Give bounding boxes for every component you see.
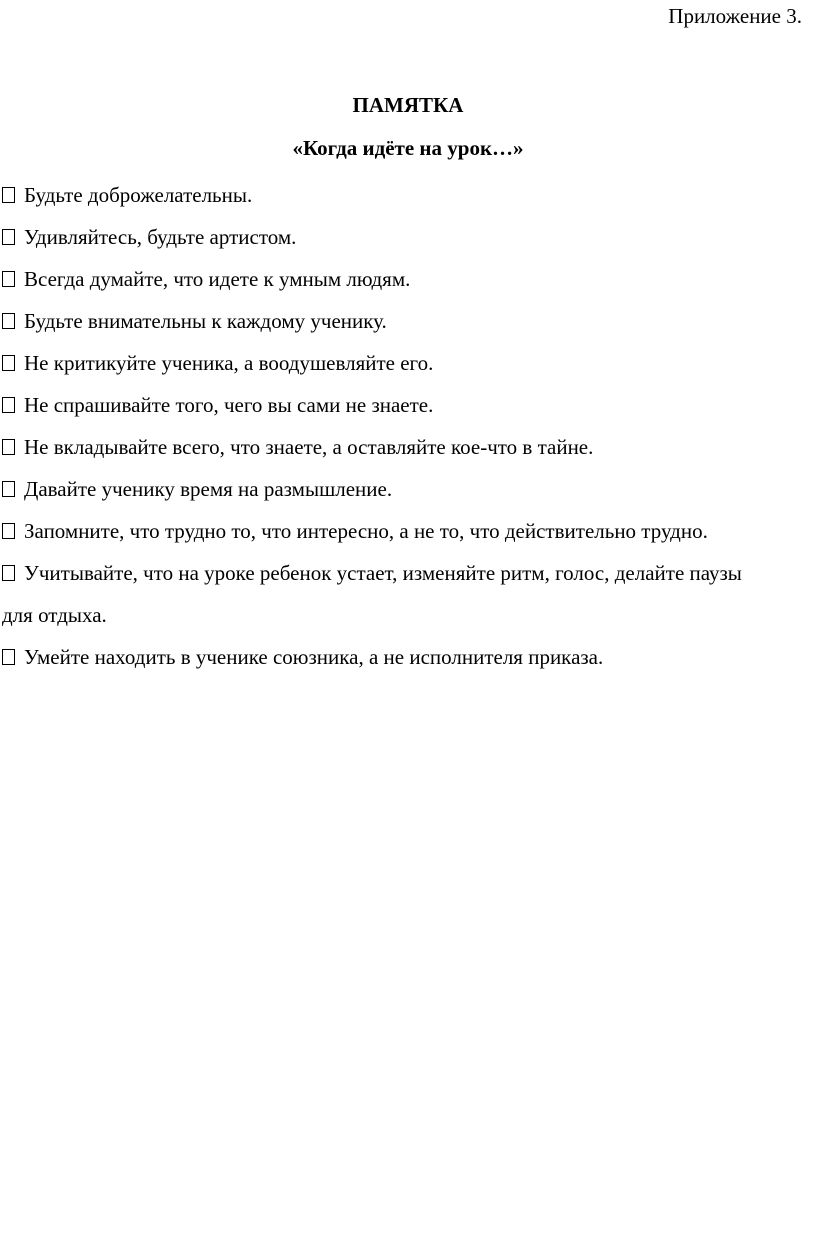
list-item: [2, 258, 742, 300]
list-item: [2, 384, 742, 426]
memo-subtitle: «Когда идёте на урок…»: [292, 136, 524, 160]
list-item: [2, 174, 742, 216]
list-item-text: Будьте доброжелательны.: [24, 183, 253, 207]
checkbox-icon: [2, 187, 15, 203]
checkbox-icon: [2, 523, 15, 539]
memo-title: ПАМЯТКА: [352, 93, 464, 117]
checkbox-icon: [2, 271, 15, 287]
list-item-text: Всегда думайте, что идете к умным людям.: [24, 267, 411, 291]
list-item-text: Запомните, что трудно то, что интересно, а не то, что действительно трудно.: [24, 519, 708, 543]
checkbox-icon: [2, 229, 15, 245]
list-item: [2, 342, 742, 384]
list-item-text: Не критикуйте ученика, а воодушевляйте его.: [24, 351, 434, 375]
list-item-text: Не вкладывайте всего, что знаете, а оставляйте кое-что в тайне.: [24, 435, 594, 459]
list-item: [2, 300, 742, 342]
list-item-text: Не спрашивайте того, чего вы сами не знаете.: [24, 393, 434, 417]
checkbox-icon: [2, 649, 15, 665]
checkbox-icon: [2, 355, 15, 371]
list-item-text: Учитывайте, что на уроке ребенок устает, изменяйте ритм, голос, делайте паузы для отдыха.: [2, 561, 742, 627]
checkbox-icon: [2, 313, 15, 329]
checkbox-icon: [2, 481, 15, 497]
list-item-text: Удивляйтесь, будьте артистом.: [24, 225, 297, 249]
list-item: [2, 468, 742, 510]
checkbox-icon: [2, 439, 15, 455]
checkbox-icon: [2, 565, 15, 581]
list-item: [2, 636, 742, 678]
list-item: [2, 552, 742, 636]
list-item: [2, 216, 742, 258]
list-item: [2, 510, 742, 552]
list-item-text: Давайте ученику время на размышление.: [24, 477, 393, 501]
memo-list: [2, 174, 742, 678]
list-item: [2, 426, 742, 468]
list-item-text: Будьте внимательны к каждому ученику.: [24, 309, 387, 333]
checkbox-icon: [2, 397, 15, 413]
list-item-text: Умейте находить в ученике союзника, а не исполнителя приказа.: [24, 645, 604, 669]
appendix-label: Приложение 3.: [668, 4, 802, 28]
